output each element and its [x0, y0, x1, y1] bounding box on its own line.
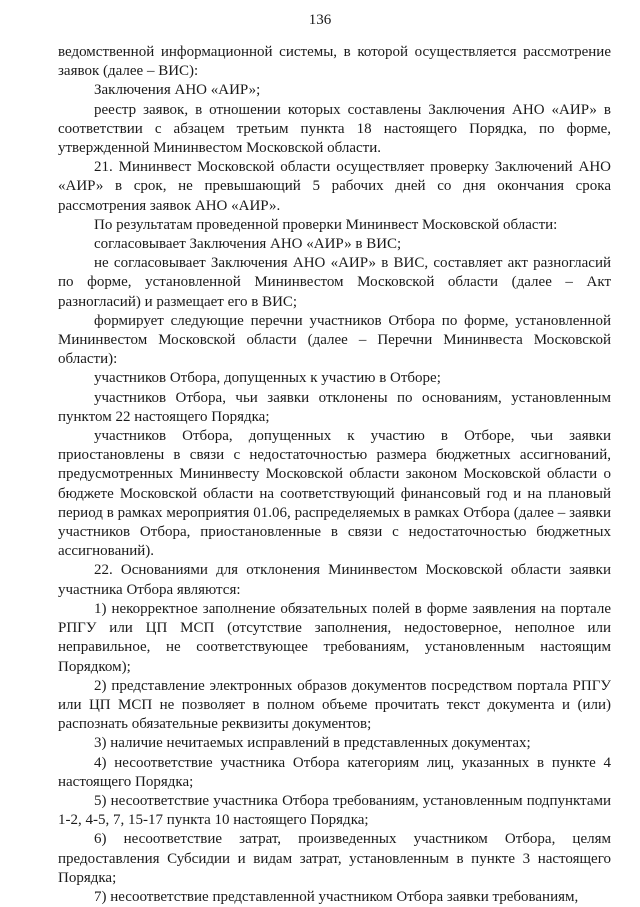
- document-body: [58, 43, 611, 907]
- paragraph-11: участников Отбора, допущенных к участию в Отборе, чьи заявки приостановлены в связи с недостаточностью размера бюджетных ассигнований, предусмотренных Мининвесту Московской области законом Московской области о бюджете Московской области на соответствующий финансовый год и на плановый период в рамках мероприятия 01.06, распределяемых в рамках Отбора (далее – заявки участников Отбора, приостановленные в связи с недостаточностью бюджетных ассигнований).: [58, 428, 611, 560]
- paragraph-1: ведомственной информационной системы, в которой осуществляется рассмотрение заявок (далее – ВИС):: [58, 44, 611, 80]
- paragraph-5: По результатам проведенной проверки Мининвест Московской области:: [94, 216, 558, 233]
- paragraph-15: 3) наличие нечитаемых исправлений в представленных документах;: [94, 735, 531, 752]
- paragraph-19: 7) несоответствие представленной участником Отбора заявки требованиям,: [94, 888, 579, 905]
- paragraph-14: 2) представление электронных образов документов посредством портала РПГУ или ЦП МСП не позволяет в полном объеме прочитать текст документа и (или) распознать обязательные реквизиты документов;: [58, 677, 611, 733]
- paragraph-18: 6) несоответствие затрат, произведенных участником Отбора, целям предоставления Субсидии и видам затрат, установленным в пункте 3 настоящего Порядка;: [58, 831, 611, 886]
- paragraph-13: 1) некорректное заполнение обязательных полей в форме заявления на портале РПГУ или ЦП МСП (отсутствие заполнения, недостоверное, неполное или неправильное, не соответствующее требованиям, установленным настоящим Порядком);: [58, 600, 611, 675]
- paragraph-10: участников Отбора, чьи заявки отклонены по основаниям, установленным пунктом 22 настоящего Порядка;: [58, 389, 611, 425]
- paragraph-17: 5) несоответствие участника Отбора требованиям, установленным подпунктами 1-2, 4-5, 7, 15-17 пункта 10 настоящего Порядка;: [58, 792, 611, 829]
- paragraph-3: реестр заявок, в отношении которых составлены Заключения АНО «АИР» в соответствии с абзацем третьим пункта 18 настоящего Порядка, по форме, утвержденной Мининвестом Московской области.: [58, 101, 611, 157]
- paragraph-9: участников Отбора, допущенных к участию в Отборе;: [94, 370, 441, 387]
- paragraph-6: согласовывает Заключения АНО «АИР» в ВИС;: [94, 236, 402, 253]
- paragraph-4: 21. Мининвест Московской области осуществляет проверку Заключений АНО «АИР» в срок, не превышающий 5 рабочих дней со дня окончания срока рассмотрения заявок АНО «АИР».: [58, 159, 611, 214]
- paragraph-12: 22. Основаниями для отклонения Мининвестом Московской области заявки участника Отбора являются:: [58, 562, 611, 598]
- page-number: 136: [308, 12, 332, 28]
- paragraph-16: 4) несоответствие участника Отбора категориям лиц, указанных в пункте 4 настоящего Порядка;: [58, 754, 611, 790]
- paragraph-8: формирует следующие перечни участников Отбора по форме, установленной Мининвестом Московской области (далее – Перечни Мининвеста Московской области):: [58, 312, 611, 368]
- paragraph-2: Заключения АНО «АИР»;: [94, 82, 261, 99]
- paragraph-7: не согласовывает Заключения АНО «АИР» в ВИС, составляет акт разногласий по форме, установленной Мининвестом Московской области (далее – Акт разногласий) и размещает его в ВИС;: [58, 255, 611, 310]
